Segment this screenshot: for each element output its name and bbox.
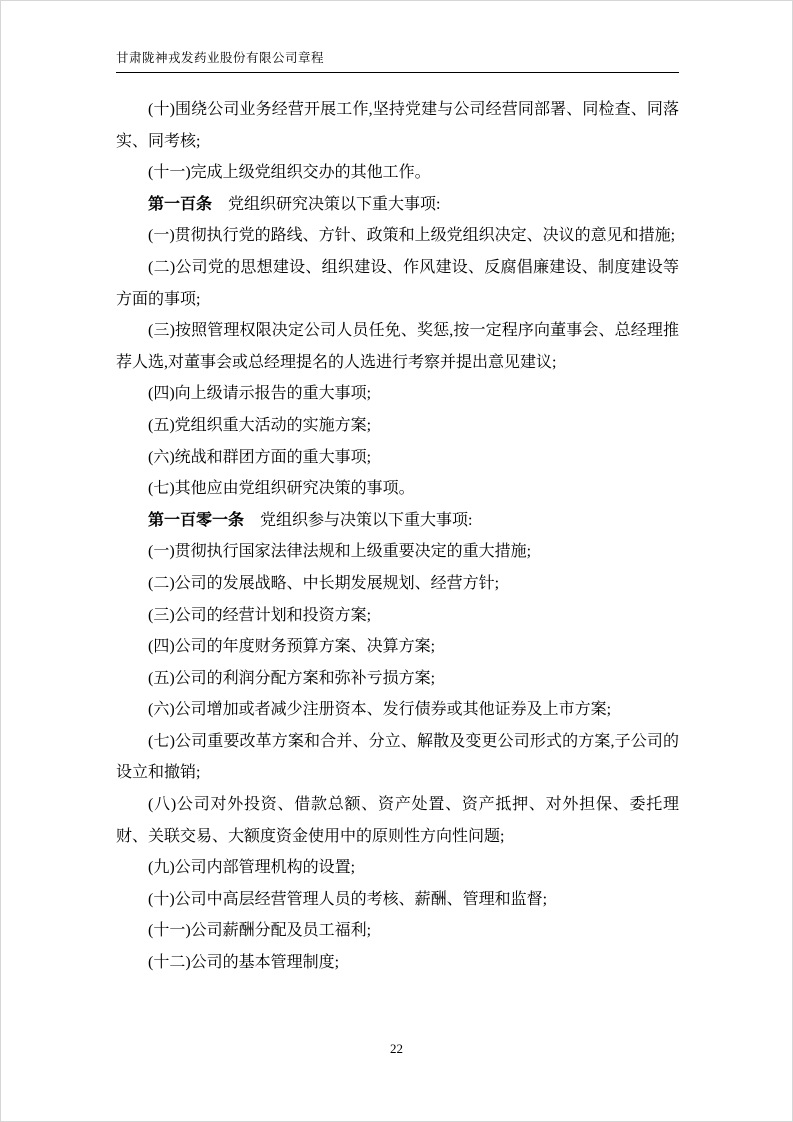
paragraph <box>116 726 679 789</box>
paragraph <box>116 536 679 568</box>
paragraph <box>116 442 679 474</box>
paragraph-text: (五)党组织重大活动的实施方案; <box>148 416 372 434</box>
paragraph <box>116 915 679 947</box>
header-title: 甘肃陇神戎发药业股份有限公司章程 <box>116 51 325 65</box>
document-body <box>116 94 679 979</box>
paragraph <box>116 378 679 410</box>
paragraph <box>116 220 679 252</box>
paragraph-text: (八)公司对外投资、借款总额、资产处置、资产抵押、对外担保、委托理财、关联交易、大额度资金使用中的原则性方向性问题; <box>116 796 679 845</box>
page-header <box>116 48 679 73</box>
paragraph-text: 党组织参与决策以下重大事项: <box>244 511 473 529</box>
paragraph-text: (三)公司的经营计划和投资方案; <box>148 606 372 624</box>
paragraph <box>116 789 679 852</box>
paragraph-text: (九)公司内部管理机构的设置; <box>148 859 356 877</box>
paragraph <box>116 631 679 663</box>
paragraph <box>116 852 679 884</box>
paragraph <box>116 410 679 442</box>
paragraph-text: (十二)公司的基本管理制度; <box>148 954 340 972</box>
paragraph-text: (二)公司党的思想建设、组织建设、作风建设、反腐倡廉建设、制度建设等方面的事项; <box>116 258 679 308</box>
paragraph <box>116 884 679 916</box>
paragraph-text: (五)公司的利润分配方案和弥补亏损方案; <box>148 669 436 687</box>
paragraph <box>116 600 679 632</box>
paragraph-text: (十)围绕公司业务经营开展工作,坚持党建与公司经营同部署、同检查、同落实、同考核; <box>116 101 679 150</box>
paragraph-text: (十)公司中高层经营管理人员的考核、薪酬、管理和监督; <box>148 890 548 908</box>
paragraph-text: (六)统战和群团方面的重大事项; <box>148 448 372 466</box>
paragraph <box>116 694 679 726</box>
paragraph-text: (七)公司重要改革方案和合并、分立、解散及变更公司形式的方案,子公司的设立和撤销; <box>116 732 679 782</box>
paragraph <box>116 473 679 505</box>
paragraph <box>116 947 679 979</box>
paragraph <box>116 505 679 537</box>
article-number: 第一百零一条 <box>148 511 245 529</box>
paragraph <box>116 315 679 378</box>
paragraph-text: (四)公司的年度财务预算方案、决算方案; <box>148 638 436 656</box>
paragraph <box>116 252 679 315</box>
paragraph-text: (四)向上级请示报告的重大事项; <box>148 385 372 403</box>
paragraph <box>116 568 679 600</box>
paragraph-text: (一)贯彻执行国家法律法规和上级重要决定的重大措施; <box>148 543 532 561</box>
paragraph <box>116 94 679 157</box>
article-number: 第一百条 <box>148 195 213 213</box>
paragraph <box>116 663 679 695</box>
paragraph-text: (七)其他应由党组织研究决策的事项。 <box>148 480 415 498</box>
paragraph <box>116 189 679 221</box>
paragraph-text: 党组织研究决策以下重大事项: <box>212 195 441 213</box>
paragraph-text: (十一)公司薪酬分配及员工福利; <box>148 922 372 940</box>
paragraph-text: (二)公司的发展战略、中长期发展规划、经营方针; <box>148 574 500 592</box>
paragraph-text: (六)公司增加或者减少注册资本、发行债券或其他证券及上市方案; <box>148 701 612 719</box>
paragraph-text: (三)按照管理权限决定公司人员任免、奖惩,按一定程序向董事会、总经理推荐人选,对董事会或总经理提名的人选进行考察并提出意见建议; <box>116 322 679 371</box>
paragraph <box>116 157 679 189</box>
page-footer <box>1 1041 792 1057</box>
paragraph-text: (十一)完成上级党组织交办的其他工作。 <box>148 164 431 182</box>
paragraph-text: (一)贯彻执行党的路线、方针、政策和上级党组织决定、决议的意见和措施; <box>148 227 676 245</box>
page-number: 22 <box>390 1041 403 1056</box>
